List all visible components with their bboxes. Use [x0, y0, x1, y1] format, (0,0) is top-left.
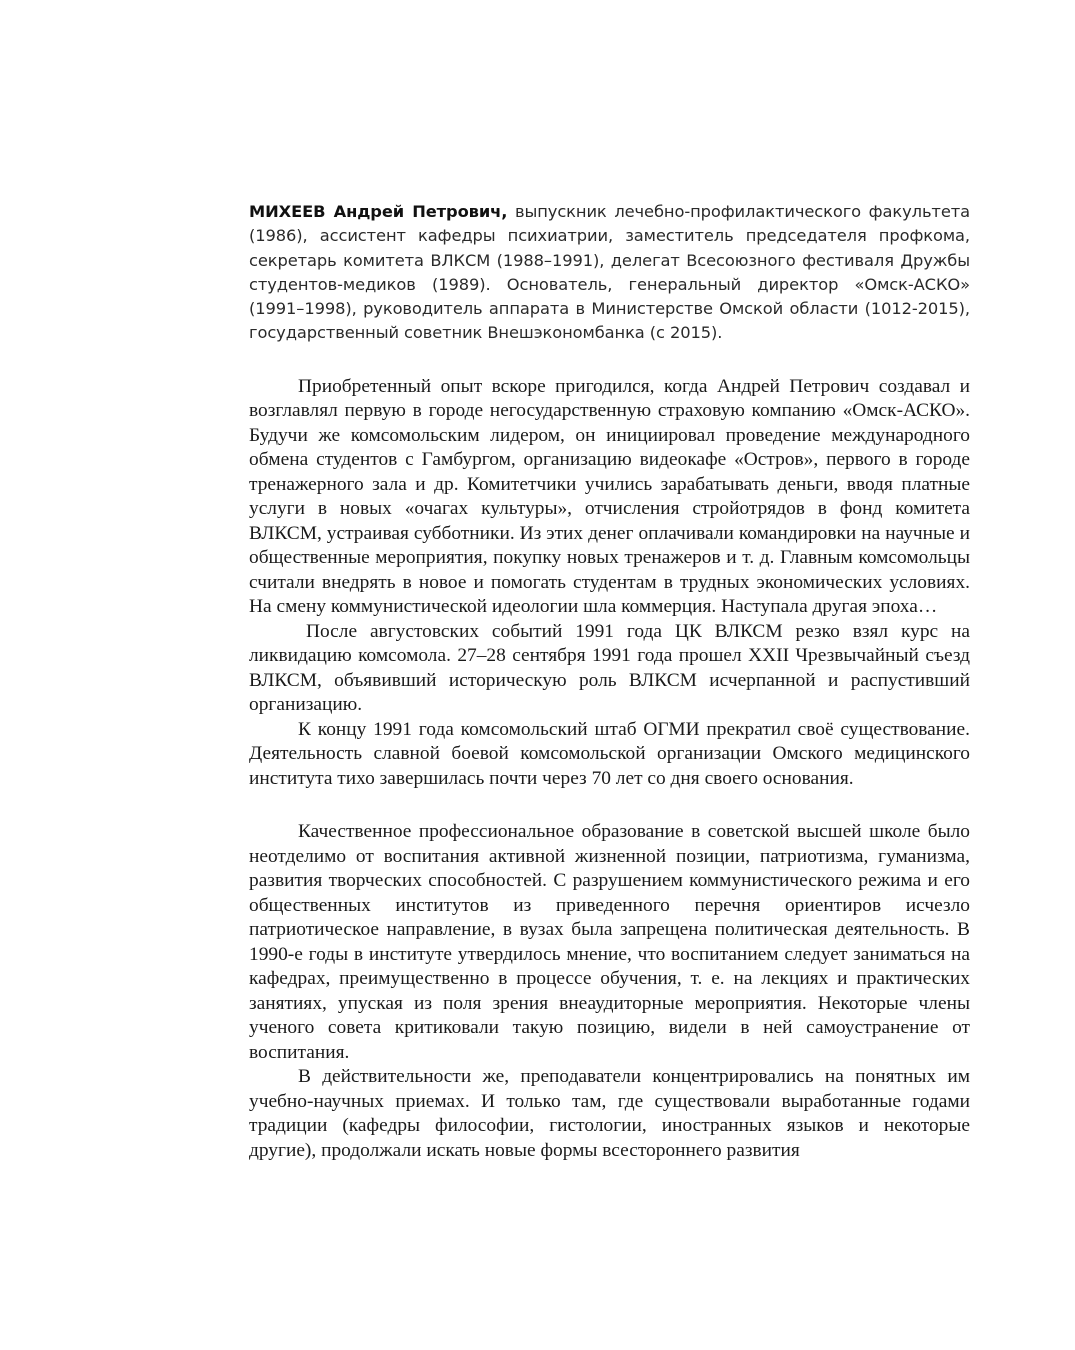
paragraph: После августовских событий 1991 года ЦК ВЛКСМ резко взял курс на ликвидацию комсомола. 27–28 сентября 1991 года прошел XXII Чрезвычайный съезд ВЛКСМ, объявивший историческую роль ВЛКСМ исчерпанной и распустивший организацию.: [249, 620, 970, 716]
biography-name: МИХЕЕВ Андрей Петрович,: [249, 202, 508, 221]
text-section-komsomol: [249, 375, 970, 792]
paragraph: К концу 1991 года комсомольский штаб ОГМИ прекратил своё существование. Деятельность славной боевой комсомольской организации Омского медицинского института тихо завершилась почти через 70 лет со дня своего основания.: [249, 718, 970, 789]
biography-text: выпускник лечебно-профилактического факультета (1986), ассистент кафедры психиатрии, заместитель председателя профкома, секретарь комитета ВЛКСМ (1988–1991), делегат Всесоюзного фестиваля Дружбы студентов-медиков (1989). Основатель, генеральный директор «Омск-АСКО» (1991–1998), руководитель аппарата в Министерстве Омской области (1012-2015), государственный советник Внешэкономбанка (с 2015).: [249, 202, 970, 343]
paragraph: В действительности же, преподаватели концентрировались на понятных им учебно-научных приемах. И только там, где существовали выработанные годами традиции (кафедры философии, гистологии, иностранных языков и некоторые другие), продолжали искать новые формы всестороннего развития: [249, 1066, 970, 1161]
paragraph: Приобретенный опыт вскоре пригодился, когда Андрей Петрович создавал и возглавлял первую в городе негосударственную страховую компанию «Омск-АСКО». Будучи же комсомольским лидером, он инициировал проведение международного обмена студентов с Гамбургом, организацию видеокафе «Остров», первого в городе тренажерного зала и др. Комитетчики учились зарабатывать деньги, вводя платные услуги в новых «очагах культуры», отчисления стройотрядов в фонд комитета ВЛКСМ, устраивая субботники. Из этих денег оплачивали командировки на научные и общественные мероприятия, покупку новых тренажеров и т. д. Главным комсомольцы считали внедрять в новое и помогать студентам в трудных экономических условиях. На смену коммунистической идеологии шла коммерция. Наступала другая эпоха…: [249, 375, 970, 618]
paragraph: Качественное профессиональное образование в советской высшей школе было неотделимо от воспитания активной жизненной позиции, патриотизма, гуманизма, развития творческих способностей. С разрушением коммунистического режима и его общественных институтов из приведенного перечня ориентиров исчезло патриотическое направление, в вузах была запрещена политическая деятельность. В 1990-е годы в институте утвердилось мнение, что воспитанием следует заниматься на кафедрах, преимущественно в процессе обучения, т. е. на лекциях и практических занятиях, упуская из поля зрения внеаудиторные мероприятия. Некоторые члены ученого совета критиковали такую позицию, видели в ней самоустранение от воспитания.: [249, 821, 970, 1063]
biography-note: [249, 200, 970, 346]
text-section-education: [249, 820, 970, 1163]
document-page: [249, 200, 970, 1163]
